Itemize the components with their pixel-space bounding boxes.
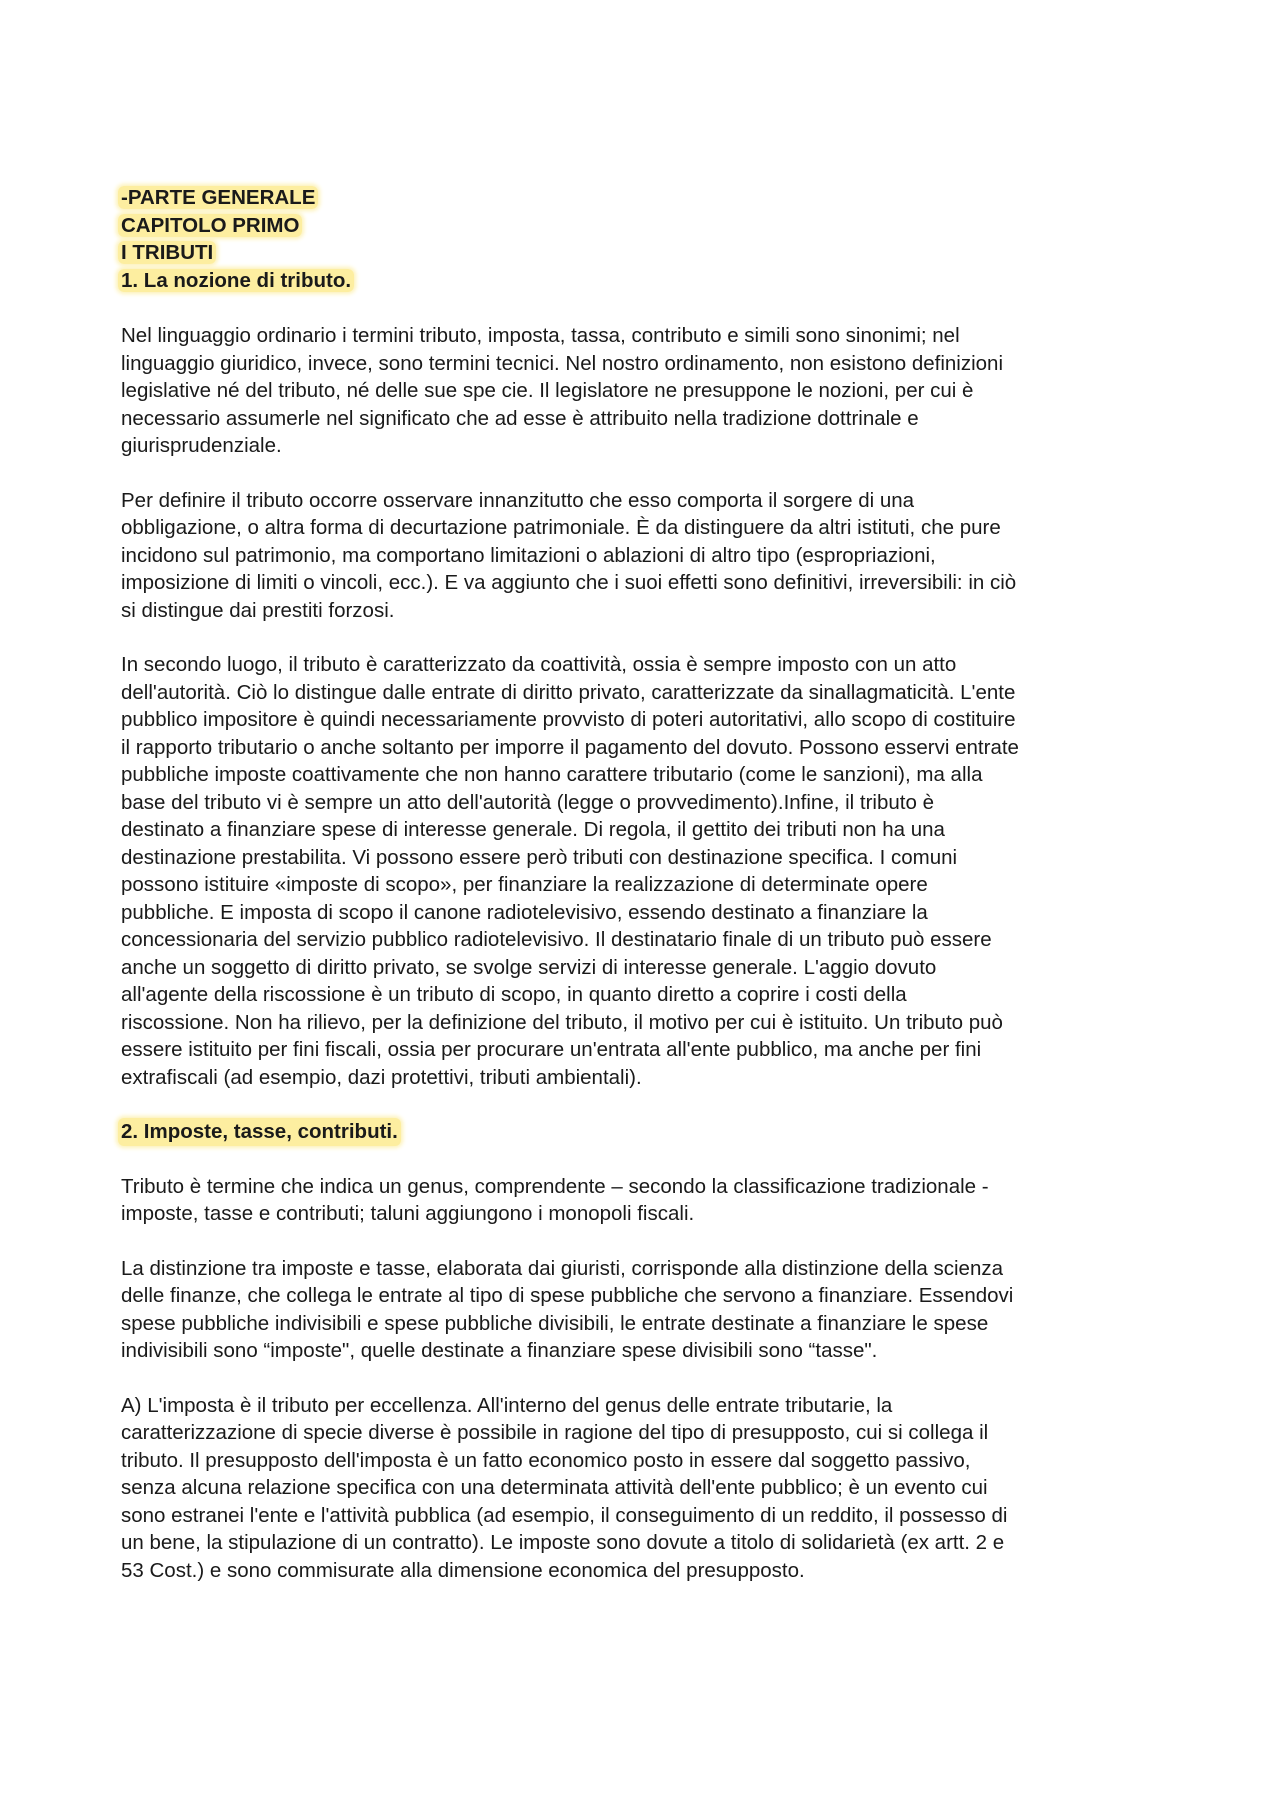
chapter-heading	[121, 212, 1181, 240]
title-heading-text: I TRIBUTI	[118, 241, 216, 264]
title-heading	[121, 239, 1181, 267]
heading-block	[121, 184, 1181, 294]
part-heading-text: -PARTE GENERALE	[118, 186, 318, 209]
paragraph: A) L'imposta è il tributo per eccellenza. All'interno del genus delle entrate tributarie, la caratterizzazione di specie diverse è possibile in ragione del tipo di presupposto, cui si collega il tributo. Il presupposto dell'imposta è un fatto economico posto in essere dal soggetto passivo, senza alcuna relazione specifica con una determinata attività dell'ente pubblico; è un evento cui sono estranei l'ente e l'attività pubblica (ad esempio, il conseguimento di un reddito, il possesso di un bene, la stipulazione di un contratto). Le imposte sono dovute a titolo di solidarietà (ex artt. 2 e 53 Cost.) e sono commisurate alla dimensione economica del presupposto.	[121, 1393, 1008, 1582]
document-page	[121, 184, 1181, 1584]
part-heading	[121, 184, 1181, 212]
paragraph: In secondo luogo, il tributo è caratterizzato da coattività, ossia è sempre imposto con un atto dell'autorità. Ciò lo distingue dalle entrate di diritto privato, caratterizzate da sinallagmaticità. L'ente pubblico impositore è quindi necessariamente provvisto di poteri autoritativi, allo scopo di costituire il rapporto tributario o anche soltanto per imporre il pagamento del dovuto. Possono esservi entrate pubbliche imposte coattivamente che non hanno carattere tributario (come le sanzioni), ma alla base del tributo vi è sempre un atto dell'autorità (legge o provvedimento).Infine, il tributo è destinato a finanziare spese di interesse generale. Di regola, il gettito dei tributi non ha una destinazione prestabilita. Vi possono essere però tributi con destinazione specifica. I comuni possono istituire «imposte di scopo», per finanziare la realizzazione di determinate opere pubbliche. E imposta di scopo il canone radiotelevisivo, essendo destinato a finanziare la concessionaria del servizio pubblico radiotelevisivo. Il destinatario finale di un tributo può essere anche un soggetto di diritto privato, se svolge servizi di interesse generale. L'aggio dovuto all'agente della riscossione è un tributo di scopo, in quanto diretto a coprire i costi della riscossione. Non ha rilievo, per la definizione del tributo, il motivo per cui è istituito. Un tributo può essere istituito per fini fiscali, ossia per procurare un'entrata all'ente pubblico, ma anche per fini extrafiscali (ad esempio, dazi protettivi, tributi ambientali).	[121, 653, 1019, 1089]
paragraph: Per definire il tributo occorre osservare innanzitutto che esso comporta il sorgere di una obbligazione, o altra forma di decurtazione patrimoniale. È da distinguere da altri istituti, che pure incidono sul patrimonio, ma comportano limitazioni o ablazioni di altro tipo (espropriazioni, imposizione di limiti o vincoli, ecc.). E va aggiunto che i suoi effetti sono definitivi, irreversibili: in ciò si distingue dai prestiti forzosi.	[121, 488, 1017, 622]
paragraph: La distinzione tra imposte e tasse, elaborata dai giuristi, corrisponde alla distinzione della scienza delle finanze, che collega le entrate al tipo di spese pubbliche che servono a finanziare. Essendovi spese pubbliche indivisibili e spese pubbliche divisibili, le entrate destinate a finanziare le spese indivisibili sono “imposte", quelle destinate a finanziare spese divisibili sono “tasse".	[121, 1256, 1014, 1362]
paragraph: Nel linguaggio ordinario i termini tributo, imposta, tassa, contributo e simili sono sinonimi; nel linguaggio giuridico, invece, sono termini tecnici. Nel nostro ordinamento, non esistono definizioni legislative né del tributo, né delle sue spe cie. Il legislatore ne presuppone le nozioni, per cui è necessario assumerle nel significato che ad esse è attribuito nella tradizione dottrinale e giurisprudenziale.	[121, 324, 1004, 457]
section1-heading	[121, 267, 1181, 295]
section1-heading-text: 1. La nozione di tributo.	[118, 269, 354, 292]
section2-heading-text: 2. Imposte, tasse, contributi.	[118, 1118, 401, 1146]
chapter-heading-text: CAPITOLO PRIMO	[118, 214, 302, 237]
paragraph: Tributo è termine che indica un genus, comprendente – secondo la classificazione tradizionale - imposte, tasse e contributi; taluni aggiungono i monopoli fiscali.	[121, 1174, 989, 1225]
section2-heading	[121, 1118, 1181, 1146]
